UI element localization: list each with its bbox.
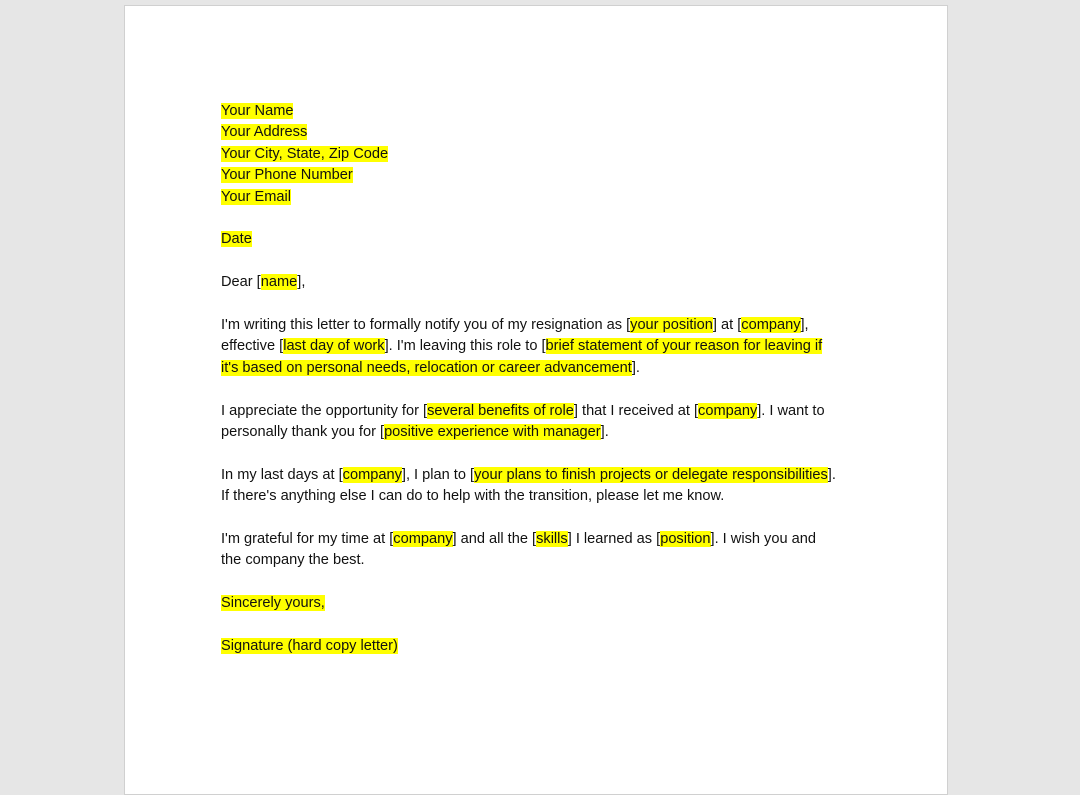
recipient-name-placeholder[interactable]: name bbox=[260, 274, 298, 291]
sender-name[interactable]: Your Name bbox=[221, 103, 294, 119]
sender-email[interactable]: Your Email bbox=[221, 188, 292, 205]
manager-experience-placeholder[interactable]: positive experience with manager bbox=[384, 424, 601, 441]
company-placeholder[interactable]: company bbox=[393, 531, 453, 548]
reason-placeholder[interactable]: brief statement of your reason for leaving if bbox=[545, 338, 823, 355]
position-placeholder[interactable]: position bbox=[660, 531, 711, 548]
position-placeholder[interactable]: your position bbox=[630, 317, 713, 334]
sender-city[interactable]: Your City, State, Zip Code bbox=[221, 145, 389, 162]
document-page[interactable] bbox=[124, 5, 948, 795]
reason-placeholder-cont[interactable]: it's based on personal needs, relocation or career advancement bbox=[221, 359, 632, 376]
paragraph-2: I appreciate the opportunity for [several benefits of role] that I received at [company]. I want to personally thank you for [positive experience with manager]. bbox=[221, 402, 825, 441]
paragraph-1: I'm writing this letter to formally notify you of my resignation as [your position] at [company], effective [last day of work]. I'm leaving this role to [brief statement of your reason for leaving if it's based on personal needs, relocation or career advancement]. bbox=[221, 317, 823, 376]
sender-address[interactable]: Your Address bbox=[221, 124, 308, 141]
sender-block bbox=[221, 101, 861, 208]
company-placeholder[interactable]: company bbox=[741, 317, 801, 334]
paragraph-4: I'm grateful for my time at [company] and all the [skills] I learned as [position]. I wish you and the company the best. bbox=[221, 531, 816, 569]
company-placeholder[interactable]: company bbox=[698, 402, 758, 419]
benefits-placeholder[interactable]: several benefits of role bbox=[427, 402, 574, 419]
sender-phone[interactable]: Your Phone Number bbox=[221, 167, 353, 184]
transition-plans-placeholder[interactable]: your plans to finish projects or delegate responsibilities bbox=[474, 466, 828, 483]
paragraph-3: In my last days at [company], I plan to [your plans to finish projects or delegate responsibilities]. If there's anything else I can do to help with the transition, please let me know. bbox=[221, 466, 836, 505]
closing[interactable]: Sincerely yours, bbox=[221, 595, 325, 612]
company-placeholder[interactable]: company bbox=[342, 466, 402, 483]
skills-placeholder[interactable]: skills bbox=[536, 531, 568, 548]
greeting: Dear [name], bbox=[221, 274, 306, 291]
letter-body[interactable] bbox=[221, 101, 861, 657]
letter-date[interactable]: Date bbox=[221, 231, 252, 248]
signature-placeholder[interactable]: Signature (hard copy letter) bbox=[221, 638, 398, 655]
last-day-placeholder[interactable]: last day of work bbox=[283, 338, 385, 355]
